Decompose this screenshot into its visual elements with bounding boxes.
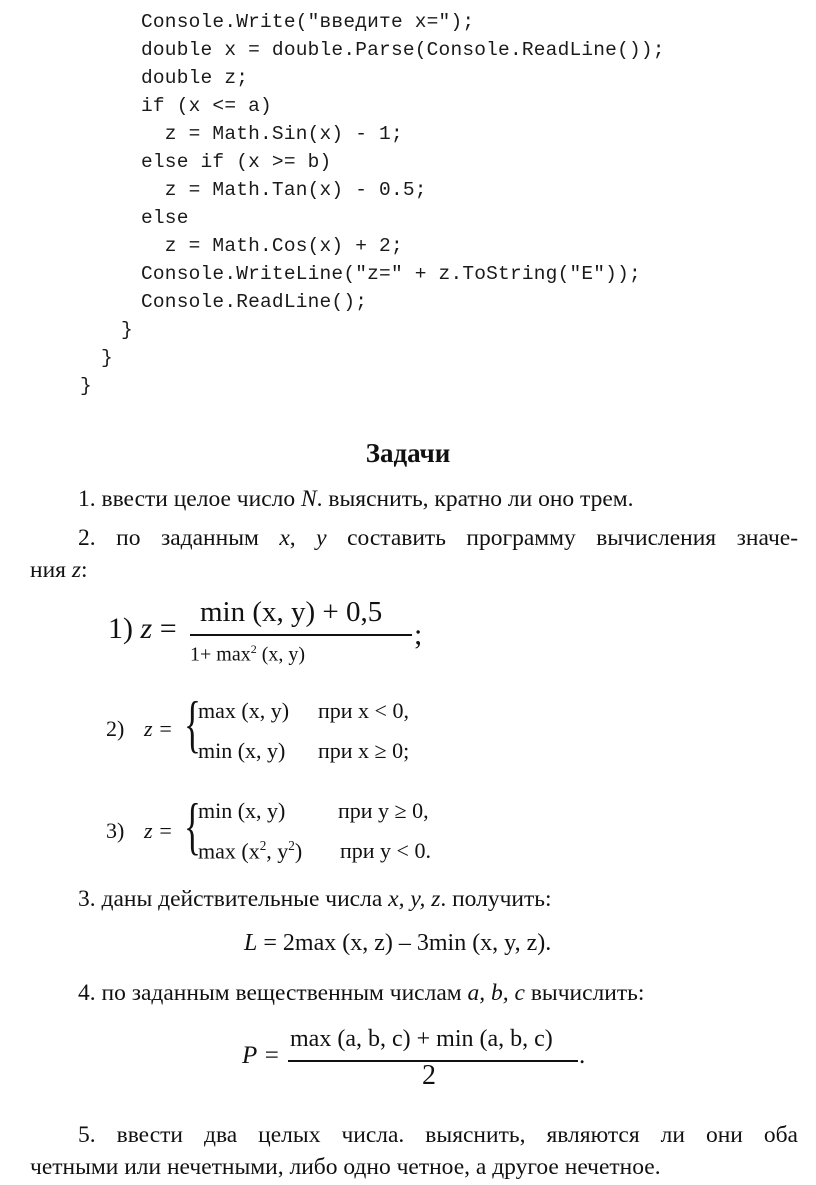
fraction-numerator: min (x, y) + 0,5 [200, 596, 383, 628]
task-text: : [81, 557, 88, 583]
task-text: даны действительные числа [101, 886, 389, 912]
formula-L [244, 930, 551, 957]
formula-label: 3) [106, 818, 125, 843]
task-text: . получить: [440, 886, 552, 912]
case-function: $\max (x^2$, $y^2$) [198, 838, 303, 864]
code-line: Console.ReadLine(); [141, 291, 368, 313]
separator: , [289, 525, 317, 551]
formula-end: ; [414, 618, 423, 651]
math-var: x [279, 525, 290, 551]
task-text: вычислить: [524, 980, 645, 1006]
formula-lhs: P = [242, 1042, 280, 1069]
formula-lhs: z = [144, 818, 173, 843]
task-text: по заданным вещественным числам [101, 980, 468, 1006]
case-condition: при x < 0, [318, 698, 409, 723]
left-brace: { [184, 790, 201, 861]
math-var: L [244, 930, 258, 956]
task-number: 3. [78, 886, 96, 912]
case-condition: при y < 0. [340, 838, 431, 863]
task-number: 1. [78, 486, 96, 512]
math-var: N [300, 486, 317, 512]
task-number: 2. [78, 525, 96, 551]
task-number: 4. [78, 980, 96, 1006]
code-line: else if (x >= b) [141, 151, 332, 173]
math-var: x, y, z [388, 886, 441, 912]
math-var: z [71, 557, 81, 583]
formula-body: = 2max (x, z) – 3min (x, y, z). [257, 930, 552, 956]
fraction-denominator: $1+ \max^2 (x$, y) [190, 642, 306, 666]
code-line: z = Math.Tan(x) - 0.5; [141, 179, 427, 201]
task-5-line-1: 5. ввести два целых числа. выяснить, являются ли они оба [78, 1122, 798, 1148]
formula-lhs: z = [144, 716, 173, 741]
code-line: } [121, 319, 133, 341]
case-condition: при x ≥ 0; [318, 738, 410, 763]
section-title: Задачи [365, 438, 451, 468]
fraction-denominator: 2 [422, 1060, 436, 1091]
fraction-line [190, 634, 412, 636]
task-text: ния [30, 557, 72, 583]
code-line: if (x <= a) [141, 95, 272, 117]
formula-label: 1) z = [108, 612, 177, 645]
formula-end: . [579, 1042, 586, 1069]
case-function: min (x, y) [198, 798, 286, 823]
math-var: a, b, c [467, 980, 525, 1006]
task-5-line-2: четными или нечетными, либо одно четное, а другое нечетное. [30, 1154, 661, 1180]
code-line: Console.Write("введите x="); [141, 11, 475, 33]
code-line: double z; [141, 67, 249, 89]
formula-label: 2) [106, 716, 125, 741]
case-function: min (x, y) [198, 738, 286, 763]
left-brace: { [184, 688, 201, 759]
code-line: } [101, 347, 113, 369]
task-text: по заданным [116, 525, 280, 551]
code-line: double x = double.Parse(Console.ReadLine()); [141, 39, 665, 61]
code-line: } [80, 375, 92, 397]
task-1 [78, 484, 634, 514]
math-var: y [316, 525, 327, 551]
task-4 [78, 978, 644, 1008]
task-2 [78, 523, 798, 553]
task-text: ввести целое число [101, 486, 301, 512]
code-line: Console.WriteLine("z=" + z.ToString("E")); [141, 263, 641, 285]
fraction-numerator: max (a, b, c) + min (a, b, c) [290, 1026, 553, 1052]
task-2-continuation [30, 555, 88, 585]
math-var: z [140, 612, 153, 645]
case-function: max (x, y) [198, 698, 290, 723]
code-line: z = Math.Cos(x) + 2; [141, 235, 403, 257]
code-line: else [141, 207, 189, 229]
code-line: z = Math.Sin(x) - 1; [141, 123, 403, 145]
task-text: составить программу вычисления значе- [326, 525, 799, 551]
case-condition: при y ≥ 0, [338, 798, 429, 823]
task-text: . выяснить, кратно ли оно трем. [316, 486, 634, 512]
task-3 [78, 884, 552, 914]
